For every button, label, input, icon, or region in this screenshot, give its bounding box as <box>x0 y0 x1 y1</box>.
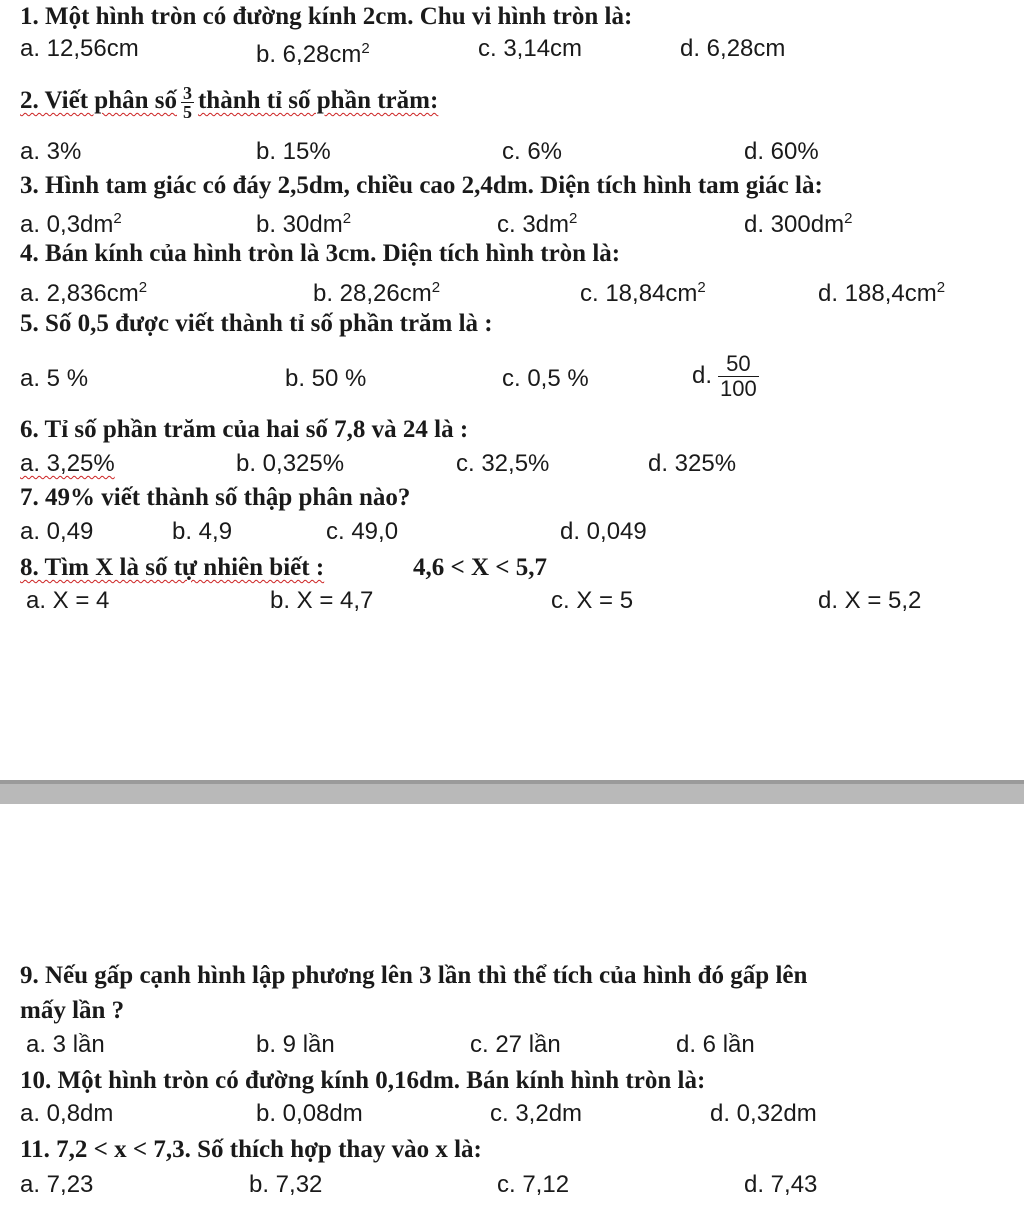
q8-option-c: c. X = 5 <box>551 587 634 614</box>
q4-option-d: d. $188,4cm^2$ <box>818 279 946 307</box>
question-7: 7. 49% viết thành số thập phân nào? <box>20 484 411 511</box>
question-9-line-2: mấy lần ? <box>20 997 125 1024</box>
q7-option-a: a. 0,49 <box>20 518 94 545</box>
q9-option-b: b. 9 lần <box>256 1031 335 1058</box>
q5-option-b: b. 50 % <box>285 365 367 392</box>
q1-option-b: b. $6,28cm^2$ <box>256 40 370 68</box>
question-10: 10. Một hình tròn có đường kính 0,16dm. Bán kính hình tròn là: <box>20 1067 706 1094</box>
q9-option-d: d. 6 lần <box>676 1031 755 1058</box>
q1-option-a: a. 12,56cm <box>20 35 139 62</box>
q10-option-d: d. 0,32dm <box>710 1100 817 1127</box>
q1-option-d: d. 6,28cm <box>680 35 786 62</box>
q4-option-b: b. $28,26cm^2$ <box>313 279 441 307</box>
q3-option-d: d. $300dm^2$ <box>744 210 853 238</box>
q11-option-b: b. 7,32 <box>249 1171 323 1198</box>
question-3: 3. Hình tam giác có đáy 2,5dm, chiều cao 2,4dm. Diện tích hình tam giác là: <box>20 172 823 199</box>
q8-option-a: a. X = 4 <box>26 587 110 614</box>
q3-option-b: b. $30dm^2$ <box>256 210 352 238</box>
question-11: 11. 7,2 < x < 7,3. Số thích hợp thay vào x là: <box>20 1136 482 1163</box>
q2-option-d: d. 60% <box>744 138 819 165</box>
q9-option-a: a. 3 lần <box>26 1031 105 1058</box>
question-2: 2. Viết phân số $\frac{3}{5}$ thành tỉ số phần trăm: <box>20 83 439 122</box>
q2-option-c: c. 6% <box>502 138 563 165</box>
q8-option-d: d. X = 5,2 <box>818 587 922 614</box>
fraction-50-100: $\frac{50}{100}$ <box>720 351 757 402</box>
question-8: 8. Tìm X là số tự nhiên biết : <box>20 554 325 581</box>
q8-condition: 4,6 < X < 5,7 <box>413 554 548 581</box>
question-5: 5. Số 0,5 được viết thành tỉ số phần trăm là : <box>20 310 493 337</box>
q10-option-b: b. 0,08dm <box>256 1100 363 1127</box>
q6-option-d: d. 325% <box>648 450 737 477</box>
q7-option-d: d. 0,049 <box>560 518 647 545</box>
q5-option-a: a. 5 % <box>20 365 89 392</box>
q6-option-c: c. 32,5% <box>456 450 550 477</box>
q2-option-b: b. 15% <box>256 138 331 165</box>
q6-option-a: a. 3,25% <box>20 450 115 477</box>
q10-option-a: a. 0,8dm <box>20 1100 114 1127</box>
q4-option-a: a. $2,836cm^2$ <box>20 279 148 307</box>
q2-option-a: a. 3% <box>20 138 82 165</box>
q10-option-c: c. 3,2dm <box>490 1100 583 1127</box>
question-6: 6. Tỉ số phần trăm của hai số 7,8 và 24 là : <box>20 416 469 443</box>
q11-option-d: d. 7,43 <box>744 1171 818 1198</box>
q5-option-d: d. $\frac{50}{100}$ <box>692 351 757 402</box>
q3-option-c: c. $3dm^2$ <box>497 210 578 238</box>
q4-option-c: c. $18,84cm^2$ <box>580 279 706 307</box>
question-4: 4. Bán kính của hình tròn là 3cm. Diện tích hình tròn là: <box>20 240 621 267</box>
q8-option-b: b. X = 4,7 <box>270 587 374 614</box>
page-break-separator <box>0 780 1024 804</box>
q11-option-c: c. 7,12 <box>497 1171 570 1198</box>
q1-option-c: c. 3,14cm <box>478 35 583 62</box>
q3-option-a: a. $0,3dm^2$ <box>20 210 122 238</box>
q7-option-b: b. 4,9 <box>172 518 233 545</box>
q6-option-b: b. 0,325% <box>236 450 345 477</box>
q9-option-c: c. 27 lần <box>470 1031 561 1058</box>
q5-option-c: c. 0,5 % <box>502 365 589 392</box>
question-1: 1. Một hình tròn có đường kính 2cm. Chu vi hình tròn là: <box>20 3 633 30</box>
q11-option-a: a. 7,23 <box>20 1171 94 1198</box>
q7-option-c: c. 49,0 <box>326 518 399 545</box>
fraction-3-5: $\frac{3}{5}$ <box>182 83 192 122</box>
question-9-line-1: 9. Nếu gấp cạnh hình lập phương lên 3 lần thì thể tích của hình đó gấp lên <box>20 962 808 989</box>
